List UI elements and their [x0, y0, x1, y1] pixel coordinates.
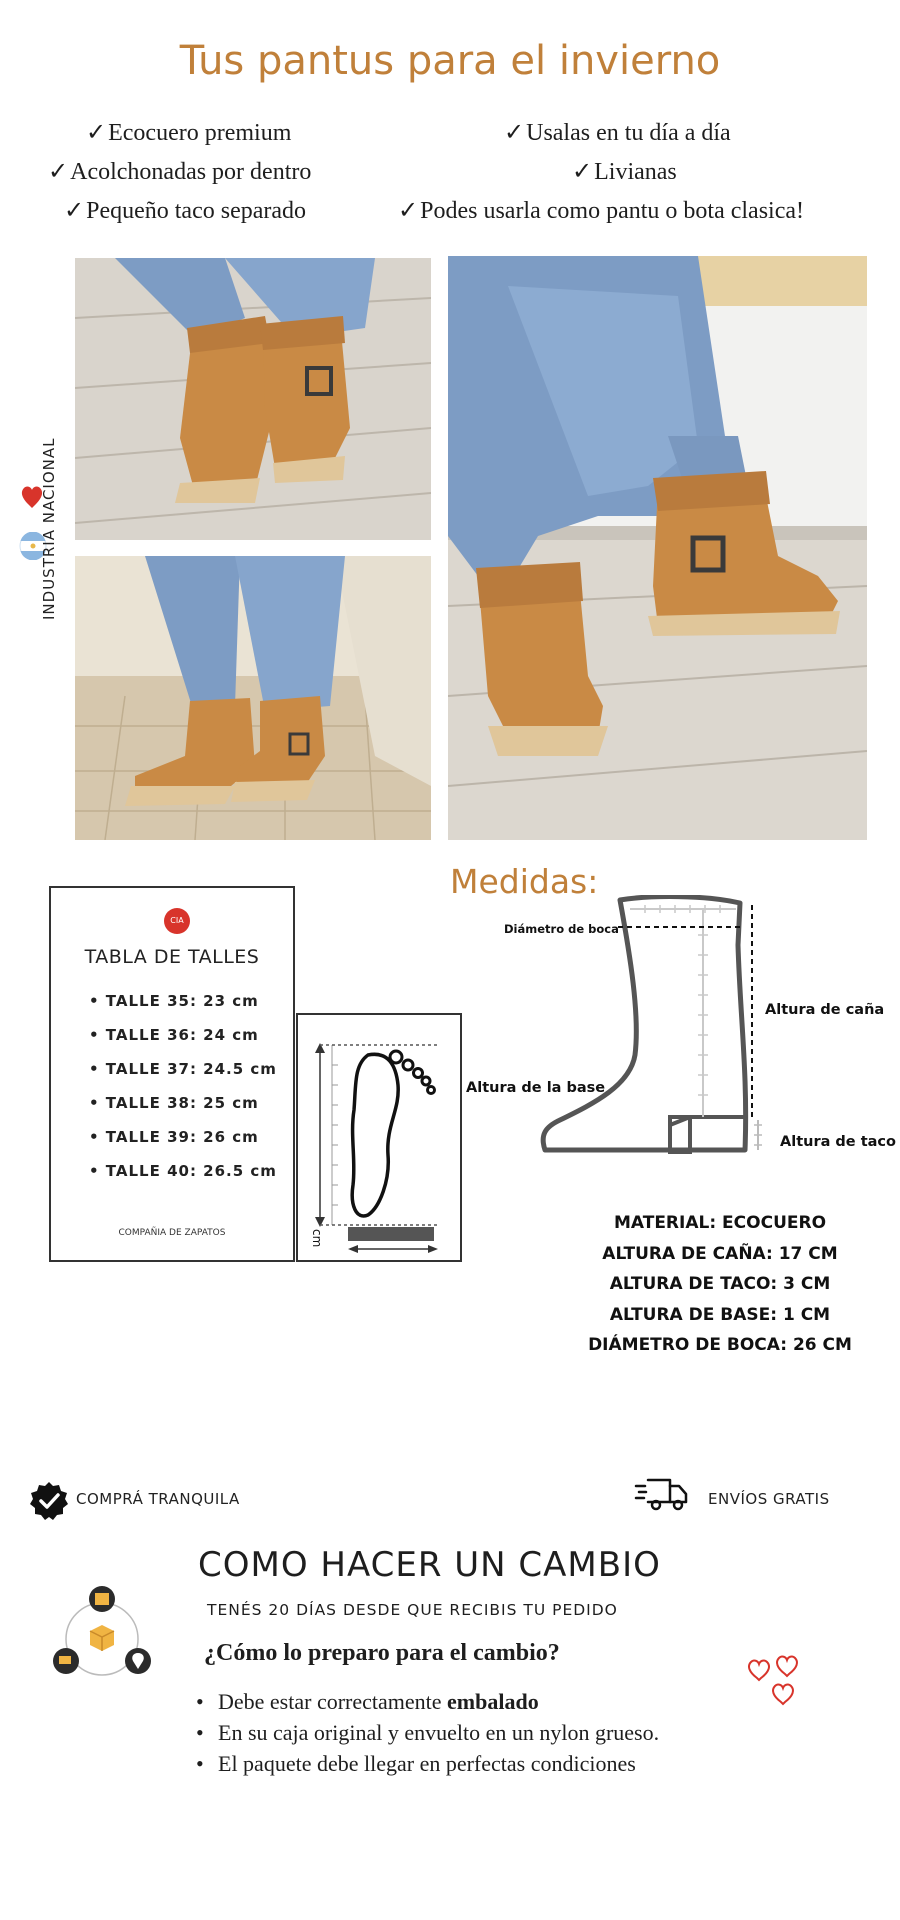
- feature-item: ✓Usalas en tu día a día: [504, 118, 731, 146]
- altura-base-label: Altura de la base: [466, 1080, 606, 1096]
- check-icon: ✓: [504, 118, 525, 146]
- industria-nacional-text: INDUSTRIA NACIONAL: [40, 437, 58, 620]
- cambio-subtitle: TENÉS 20 DÍAS DESDE QUE RECIBIS TU PEDIDO: [207, 1601, 618, 1619]
- compra-tranquila-text: COMPRÁ TRANQUILA: [76, 1490, 240, 1508]
- cambio-question: ¿Cómo lo preparo para el cambio?: [204, 1640, 560, 1666]
- list-item: • Debe estar correctamente embalado: [196, 1686, 716, 1717]
- list-item: • El paquete debe llegar en perfectas condiciones: [196, 1748, 716, 1779]
- check-icon: ✓: [48, 157, 69, 185]
- size-row: • TALLE 38: 25 cm: [89, 1094, 259, 1112]
- size-row: • TALLE 35: 23 cm: [89, 992, 259, 1010]
- company-name: COMPAÑIA DE ZAPATOS: [118, 1228, 226, 1238]
- feature-item: ✓Acolchonadas por dentro: [48, 157, 312, 185]
- verified-badge-icon: [28, 1480, 70, 1522]
- size-row: • TALLE 37: 24.5 cm: [89, 1060, 277, 1078]
- size-list: [89, 992, 277, 1196]
- brand-logo: CIA: [164, 908, 190, 934]
- spec-altura-taco: ALTURA DE TACO: 3 CM: [609, 1274, 831, 1294]
- altura-taco-label: Altura de taco: [780, 1134, 896, 1150]
- truck-icon: [634, 1474, 690, 1514]
- product-photo: [448, 256, 867, 840]
- cm-label: cm: [310, 1229, 324, 1248]
- product-photo: [75, 258, 431, 540]
- size-row: • TALLE 40: 26.5 cm: [89, 1162, 277, 1180]
- size-table-title: TABLA DE TALLES: [84, 946, 260, 968]
- altura-cana-label: Altura de caña: [765, 1002, 885, 1018]
- spec-altura-base: ALTURA DE BASE: 1 CM: [609, 1304, 831, 1325]
- size-row: • TALLE 39: 26 cm: [89, 1128, 259, 1146]
- check-icon: ✓: [572, 157, 593, 185]
- cambio-title: COMO HACER UN CAMBIO: [198, 1545, 661, 1585]
- hearts-icon: [745, 1652, 805, 1708]
- medidas-title: Medidas:: [450, 862, 599, 901]
- size-row: • TALLE 36: 24 cm: [89, 1026, 259, 1044]
- spec-altura-cana: ALTURA DE CAÑA: 17 CM: [602, 1243, 838, 1264]
- exchange-process-icon: [50, 1585, 154, 1685]
- cambio-instructions: [196, 1686, 716, 1779]
- spec-diametro-boca: DIÁMETRO DE BOCA: 26 CM: [588, 1335, 852, 1355]
- foot-measure-diagram: [296, 1013, 462, 1262]
- check-icon: ✓: [398, 196, 419, 224]
- product-specs: [560, 1208, 880, 1361]
- feature-list: [0, 118, 900, 238]
- list-item: • En su caja original y envuelto en un nylon grueso.: [196, 1717, 716, 1748]
- feature-item: ✓Ecocuero premium: [86, 118, 292, 146]
- check-icon: ✓: [64, 196, 85, 224]
- page-title: Tus pantus para el invierno: [179, 38, 721, 84]
- size-table: [49, 886, 295, 1262]
- envios-gratis-text: ENVÍOS GRATIS: [708, 1490, 830, 1508]
- feature-item: ✓Podes usarla como pantu o bota clasica!: [398, 196, 804, 224]
- product-photo: [75, 556, 431, 840]
- feature-item: ✓Pequeño taco separado: [64, 196, 307, 224]
- check-icon: ✓: [86, 118, 107, 146]
- spec-material: MATERIAL: ECOCUERO: [613, 1213, 827, 1233]
- diametro-boca-label: Diámetro de boca: [504, 922, 619, 936]
- feature-item: ✓Livianas: [572, 157, 677, 185]
